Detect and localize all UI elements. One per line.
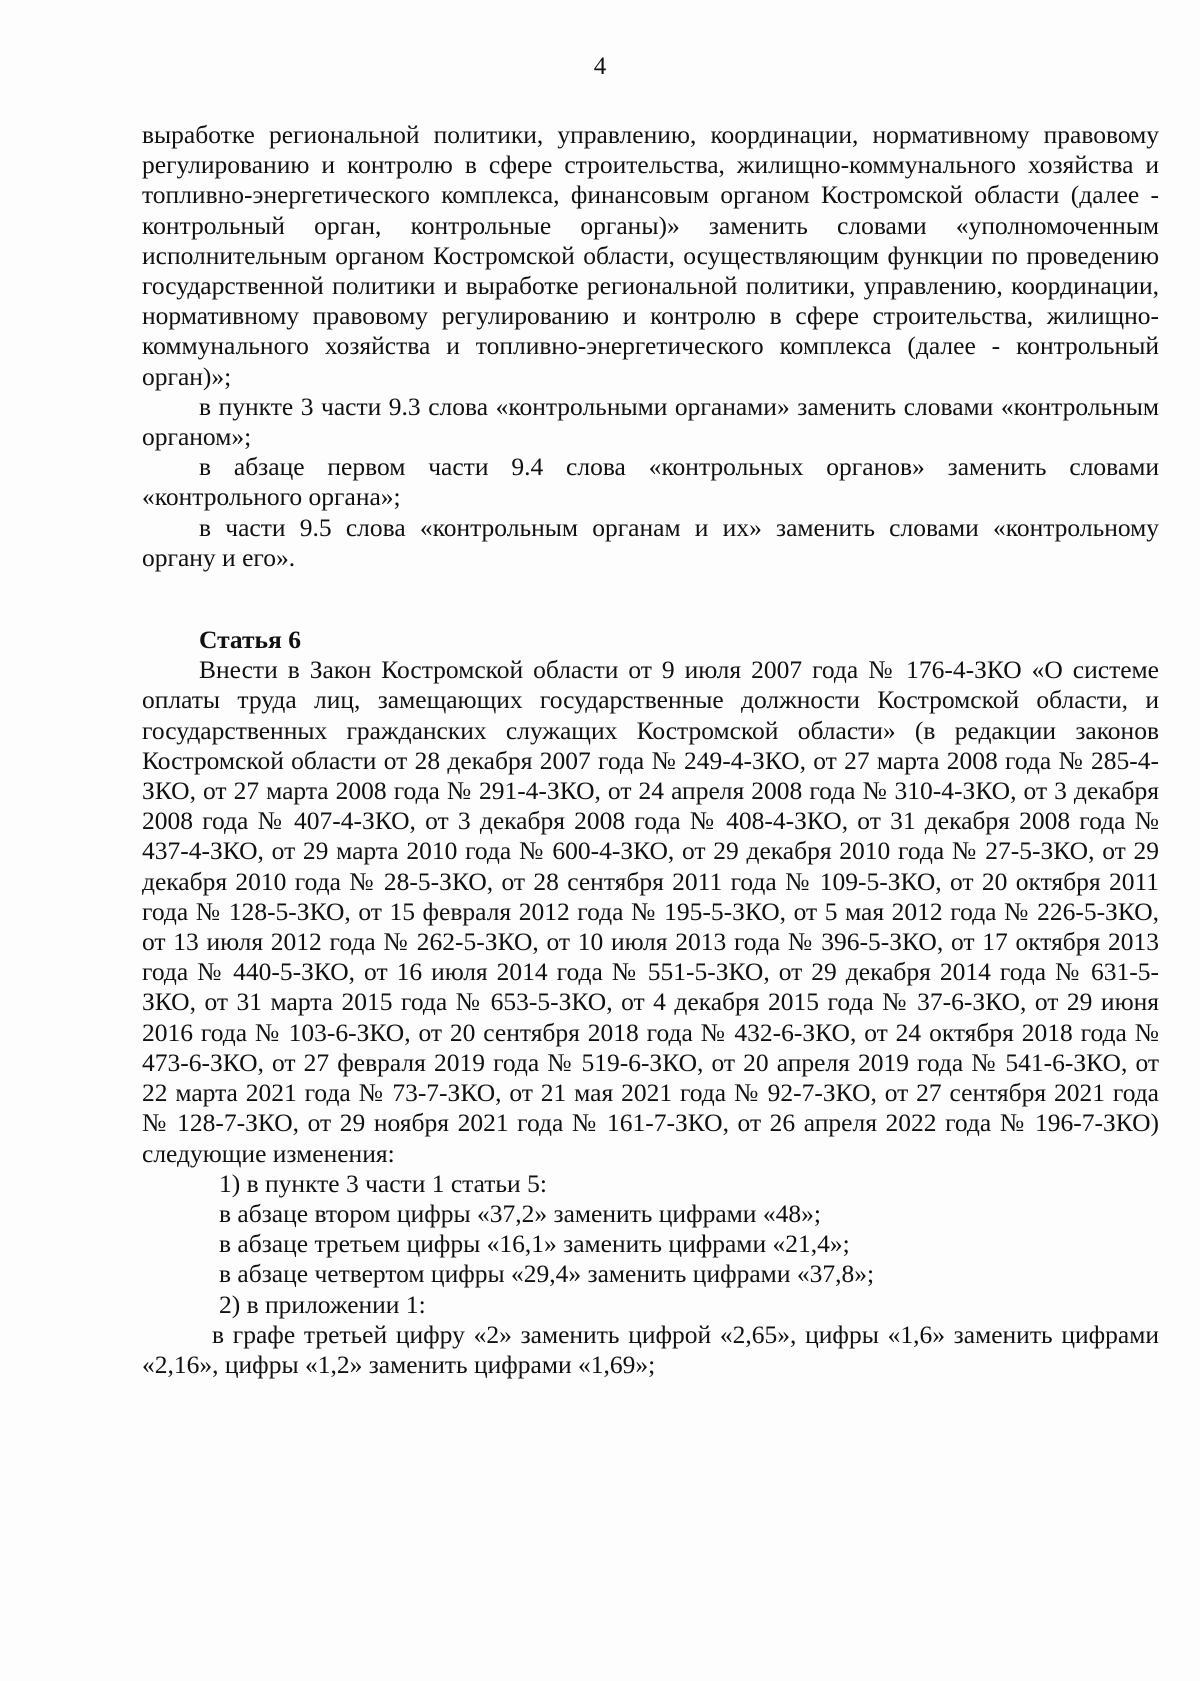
paragraph-continuation: выработке региональной политики, управлению, координации, нормативному правовому регулированию и контролю в сфере строительства, жилищно-коммунального хозяйства и топливно-энергетического комплекса, финансовым органом Костромской области (далее - контрольный орган, контрольные органы)» заменить словами «уполномоченным исполнительным органом Костромской области, осуществляющим функции по проведению государственной политики и выработке региональной политики, управлению, координации, нормативному правовому регулированию и контролю в сфере строительства, жилищно-коммунального хозяйства и топливно-энергетического комплекса (далее - контрольный орган)»; — [142, 120, 1159, 391]
page-number: 4 — [593, 53, 607, 80]
list-item: 2) в приложении 1: — [219, 1289, 426, 1319]
article-intro: Внести в Закон Костромской области от 9 июля 2007 года № 176-4-ЗКО «О системе оплаты труда лиц, замещающих государственные должности Костромской области, и государственных гражданских служащих Костромской области» (в редакции законов Костромской области от 28 декабря 2007 года № 249-4-ЗКО, от 27 марта 2008 года № 285-4-ЗКО, от 27 марта 2008 года № 291-4-ЗКО, от 24 апреля 2008 года № 310-4-ЗКО, от 3 декабря 2008 года № 407-4-ЗКО, от 3 декабря 2008 года № 408-4-ЗКО, от 31 декабря 2008 года № 437-4-ЗКО, от 29 марта 2010 года № 600-4-ЗКО, от 29 декабря 2010 года № 27-5-ЗКО, от 29 декабря 2010 года № 28-5-ЗКО, от 28 сентября 2011 года № 109-5-ЗКО, от 20 октября 2011 года № 128-5-ЗКО, от 15 февраля 2012 года № 195-5-ЗКО, от 5 мая 2012 года № 226-5-ЗКО, от 13 июля 2012 года № 262-5-ЗКО, от 10 июля 2013 года № 396-5-ЗКО, от 17 октября 2013 года № 440-5-ЗКО, от 16 июля 2014 года № 551-5-ЗКО, от 29 декабря 2014 года № 631-5-ЗКО, от 31 марта 2015 года № 653-5-ЗКО, от 4 декабря 2015 года № 37-6-ЗКО, от 29 июня 2016 года № 103-6-ЗКО, от 20 сентября 2018 года № 432-6-ЗКО, от 24 октября 2018 года № 473-6-ЗКО, от 27 февраля 2019 года № 519-6-ЗКО, от 20 апреля 2019 года № 541-6-ЗКО, от 22 марта 2021 года № 73-7-ЗКО, от 21 мая 2021 года № 92-7-ЗКО, от 27 сентября 2021 года № 128-7-ЗКО, от 29 ноября 2021 года № 161-7-ЗКО, от 26 апреля 2022 года № 196-7-ЗКО) следующие изменения: — [142, 655, 1159, 1168]
paragraph-amendment-9-5: в части 9.5 слова «контрольным органам и их» заменить словами «контрольному органу и его». — [142, 512, 1159, 572]
article-heading: Статья 6 — [199, 625, 301, 655]
paragraph-amendment-9-3: в пункте 3 части 9.3 слова «контрольными органами» заменить словами «контрольным органом»; — [142, 391, 1159, 452]
list-item: в абзаце втором цифры «37,2» заменить цифрами «48»; — [219, 1198, 821, 1228]
list-item: в абзаце третьем цифры «16,1» заменить цифрами «21,4»; — [219, 1229, 850, 1259]
paragraph-amendment-9-4: в абзаце первом части 9.4 слова «контрольных органов» заменить словами «контрольного органа»; — [142, 452, 1159, 512]
document-body — [142, 120, 1159, 1380]
paragraph-final: в графе третьей цифру «2» заменить цифрой «2,65», цифры «1,6» заменить цифрами «2,16», цифры «1,2» заменить цифрами «1,69»; — [142, 1319, 1159, 1379]
list-item: 1) в пункте 3 части 1 статьи 5: — [219, 1168, 547, 1198]
list-item: в абзаце четвертом цифры «29,4» заменить цифрами «37,8»; — [219, 1259, 875, 1289]
